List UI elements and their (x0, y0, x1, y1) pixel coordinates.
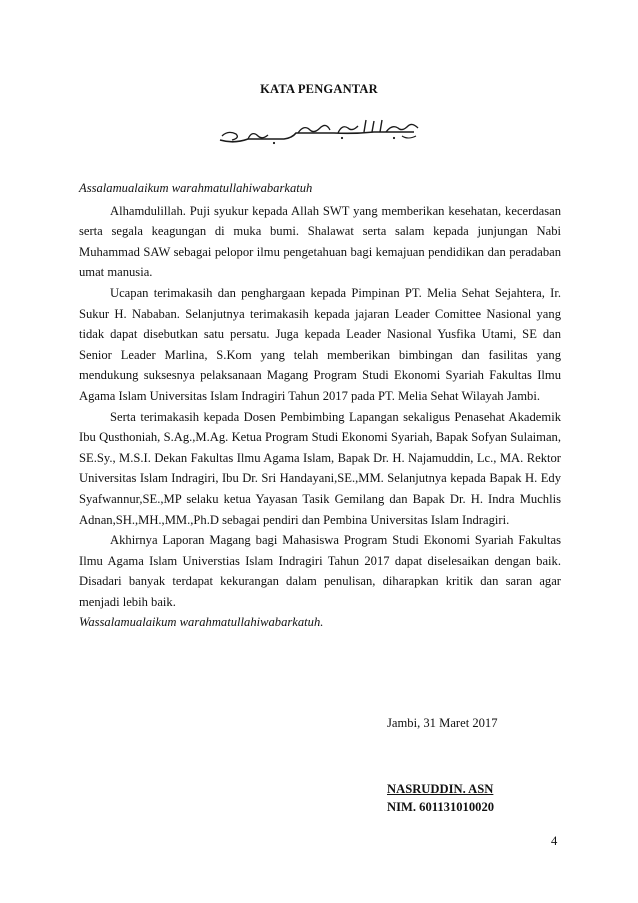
greeting: Assalamualaikum warahmatullahiwabarkatuh (79, 181, 313, 195)
paragraph-4: Akhirnya Laporan Magang bagi Mahasiswa Program Studi Ekonomi Syariah Fakultas Ilmu Agama Islam Universtias Islam Indragiri Tahun 2017 dapat diselesaikan dengan baik. Disadari banyak terdapat kekurangan dalam penulisan, diharapkan kritik dan saran agar menjadi lebih baik. (79, 533, 561, 609)
closing-greeting: Wassalamualaikum warahmatullahiwabarkatuh. (79, 615, 324, 630)
signatory-name: NASRUDDIN. ASN (387, 782, 494, 796)
page-title: KATA PENGANTAR (260, 82, 378, 96)
body-text (79, 178, 561, 633)
paragraph-1: Alhamdulillah. Puji syukur kepada Allah SWT yang memberikan kesehatan, kecerdasan serta segala keagungan di muka bumi. Shalawat serta salam kepada junjungan Nabi Muhammad SAW sebagai pelopor ilmu pengetahuan bagi kemajuan pendidikan dan peradaban umat manusia. (79, 203, 561, 280)
basmalah-calligraphy (214, 118, 426, 146)
paragraph-2: Ucapan terimakasih dan penghargaan kepada Pimpinan PT. Melia Sehat Sejahtera, Ir. Sukur H. Nababan. Selanjutnya terimakasih kepada jajaran Leader Comittee Nasional yang tidak dapat disebutkan satu persatu. Juga kepada Leader Nasional Yusfika Utami, SE dan Senior Leader Marlina, S.Kom yang telah memberikan bimbingan dan fasilitas yang mendukung suksesnya pelaksanaan Magang Program Studi Ekonomi Syariah Fakultas Ilmu Agama Islam Universitas Islam Indragiri Tahun 2017 pada PT. Melia Sehat Wilayah Jambi. (79, 285, 561, 403)
page-number: 4 (551, 834, 558, 848)
paragraph-3: Serta terimakasih kepada Dosen Pembimbing Lapangan sekaligus Penasehat Akademik Ibu Qusthoniah, S.Ag.,M.Ag. Ketua Program Studi Ekonomi Syariah, Bapak Sofyan Sulaiman, SE.Sy., M.S.I. Dekan Fakultas Ilmu Agama Islam, Bapak Dr. H. Najamuddin, Lc., MA. Rektor Universitas Islam Indragiri, Ibu Dr. Sri Handayani,SE.,MM. Selanjutnya kepada Bapak H. Edy Syafwannur,SE.,MP selaku ketua Yayasan Tasik Gemilang dan Bapak Dr. H. Indra Muchlis Adnan,SH.,MH.,MM.,Ph.D sebagai pendiri dan Pembina Universitas Islam Indragiri. (79, 409, 561, 527)
place-date: Jambi, 31 Maret 2017 (387, 716, 498, 730)
signatory-nim: NIM. 601131010020 (387, 800, 495, 814)
